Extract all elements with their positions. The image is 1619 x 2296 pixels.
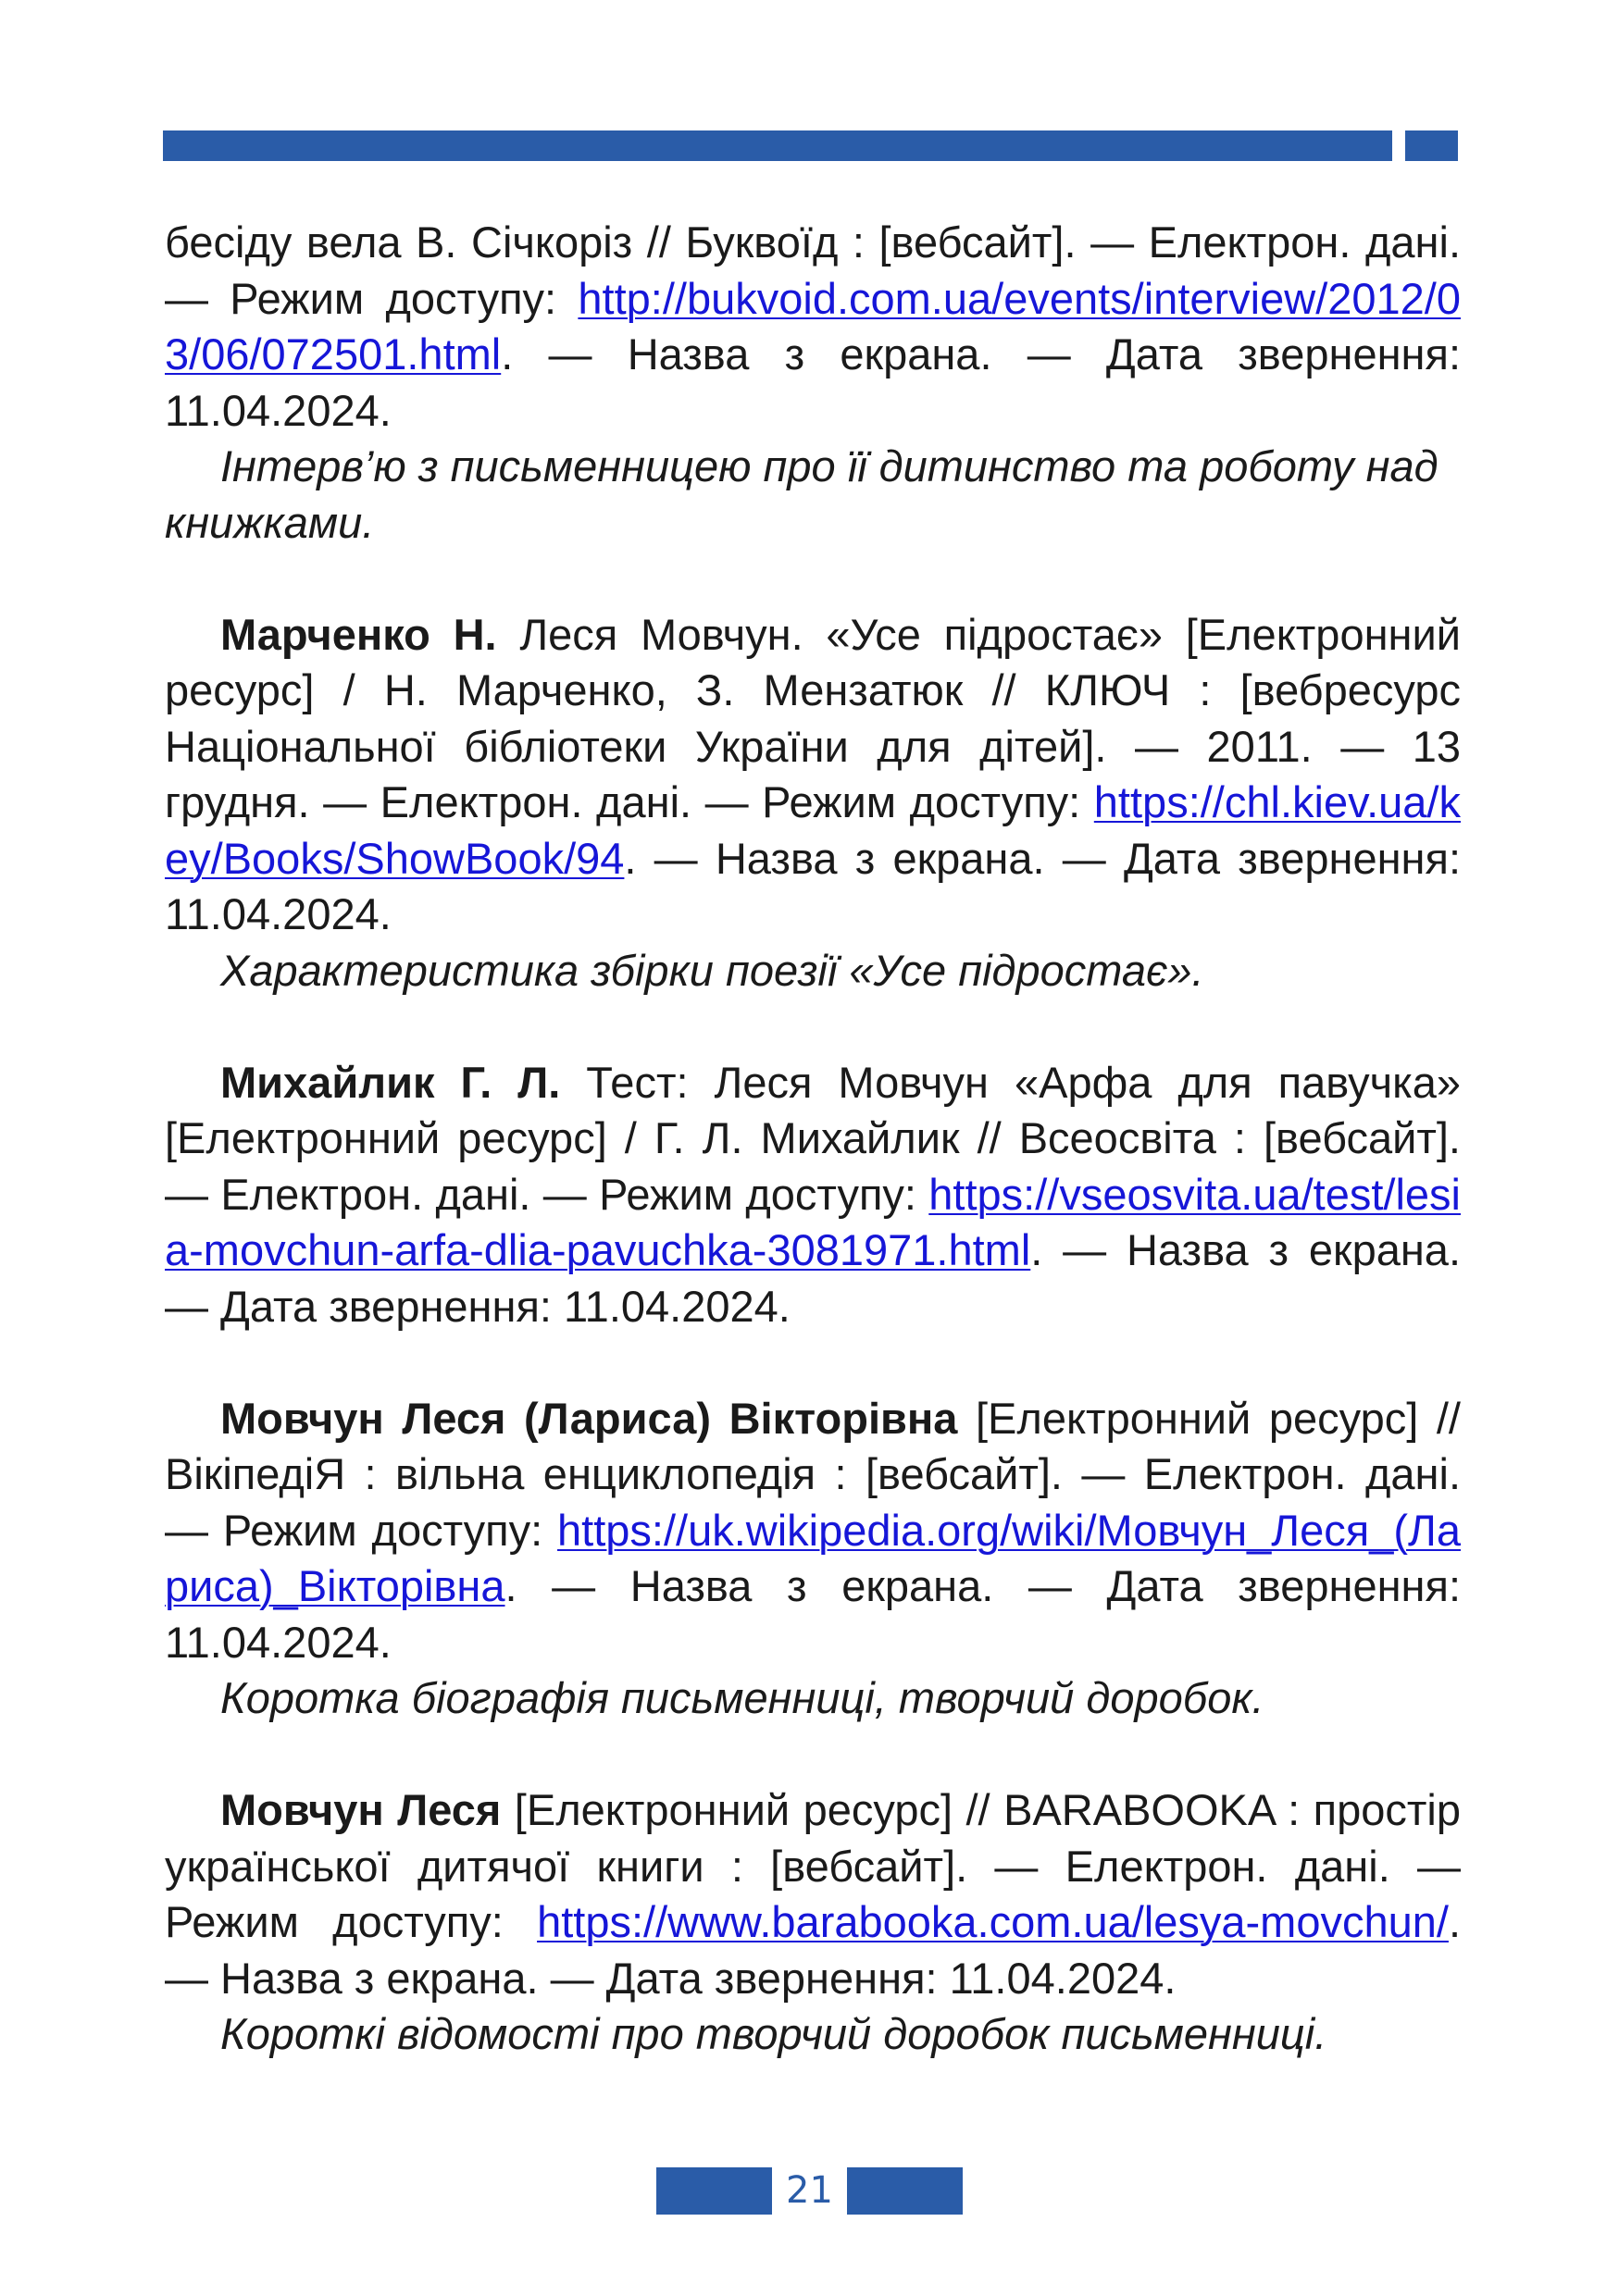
header-decorative-bar (163, 130, 1392, 161)
entry-link[interactable]: https://vseosvita.ua/test/lesia-movchun-arfa-dlia-pavuchka-3081971.html (165, 1169, 1461, 1274)
entry-annotation: Характеристика збірки поезії «Усе підростає». (220, 945, 1204, 995)
entry-link[interactable]: https://www.barabooka.com.ua/lesya-movchun/ (537, 1897, 1449, 1946)
header-decorative-block (1405, 130, 1458, 161)
entry-text: бесіду вела В. Січкоріз // Буквоїд : [вебсайт]. — Електрон. дані. — Режим доступу: (165, 217, 1461, 323)
entry-text: [Електронний ресурс] // ВікіпедіЯ : вільна енциклопедія : [вебсайт]. — Електрон. дані. — Режим доступу: (165, 1393, 1461, 1555)
entry-annotation: Коротка біографія письменниці, творчий доробок. (220, 1673, 1264, 1722)
bibliography-entry (165, 1055, 1461, 1335)
entry-annotation: Інтерв’ю з письменницею про її дитинство та роботу над книжками. (165, 441, 1438, 547)
entry-author: Мовчун Леся (220, 1785, 502, 1834)
entry-text-tail: . — Назва з екрана. — Дата звернення: 11.04.2024. (165, 833, 1461, 938)
entry-text-tail: . — Назва з екрана. — Дата звернення: 11.04.2024. (165, 329, 1461, 435)
entry-author: Мовчун Леся (Лариса) Вікторівна (220, 1393, 958, 1443)
footer-decorative-bar-right (847, 2167, 963, 2215)
entry-text-tail: . — Назва з екрана. — Дата звернення: 11.04.2024. (165, 1561, 1461, 1667)
entry-text: Леся Мовчун. «Усе підростає» [Електронний ресурс] / Н. Марченко, З. Мензатюк // КЛЮЧ : [вебресурс Національної бібліотеки України для дітей]. — 2011. — 13 грудня. — Електрон. дані. — Режим доступу: (165, 609, 1462, 826)
entry-text: Тест: Леся Мовчун «Арфа для павучка» [Електронний ресурс] / Г. Л. Михайлик // Всеосвіта : [вебсайт]. — Електрон. дані. — Режим доступу: (165, 1057, 1461, 1219)
bibliography-list (165, 215, 1461, 2063)
entry-text-tail: . — Назва з екрана. — Дата звернення: 11.04.2024. (165, 1225, 1461, 1331)
bibliography-entry (165, 1782, 1461, 2006)
entry-author: Марченко Н. (220, 609, 497, 659)
entry-link[interactable]: https://uk.wikipedia.org/wiki/Мовчун_Леся_(Лариса)_Вікторівна (165, 1505, 1461, 1610)
footer-decorative-bar-left (656, 2167, 772, 2215)
page-number: 21 (786, 2169, 833, 2212)
entry-link[interactable]: https://chl.kiev.ua/key/Books/ShowBook/94 (165, 777, 1461, 883)
entry-text: [Електронний ресурс] // BARABOOKA : простір української дитячої книги : [вебсайт]. — Електрон. дані. — Режим доступу: (165, 1785, 1461, 1946)
entry-author: Михайлик Г. Л. (220, 1057, 561, 1107)
bibliography-entry (165, 607, 1461, 943)
bibliography-entry (165, 215, 1461, 439)
entry-link[interactable]: http://bukvoid.com.ua/events/interview/2012/03/06/072501.html (165, 273, 1461, 379)
entry-annotation: Короткі відомості про творчий доробок письменниці. (220, 2009, 1327, 2058)
bibliography-entry (165, 1391, 1461, 1671)
entry-text-tail: . — Назва з екрана. — Дата звернення: 11.04.2024. (165, 1897, 1461, 2003)
